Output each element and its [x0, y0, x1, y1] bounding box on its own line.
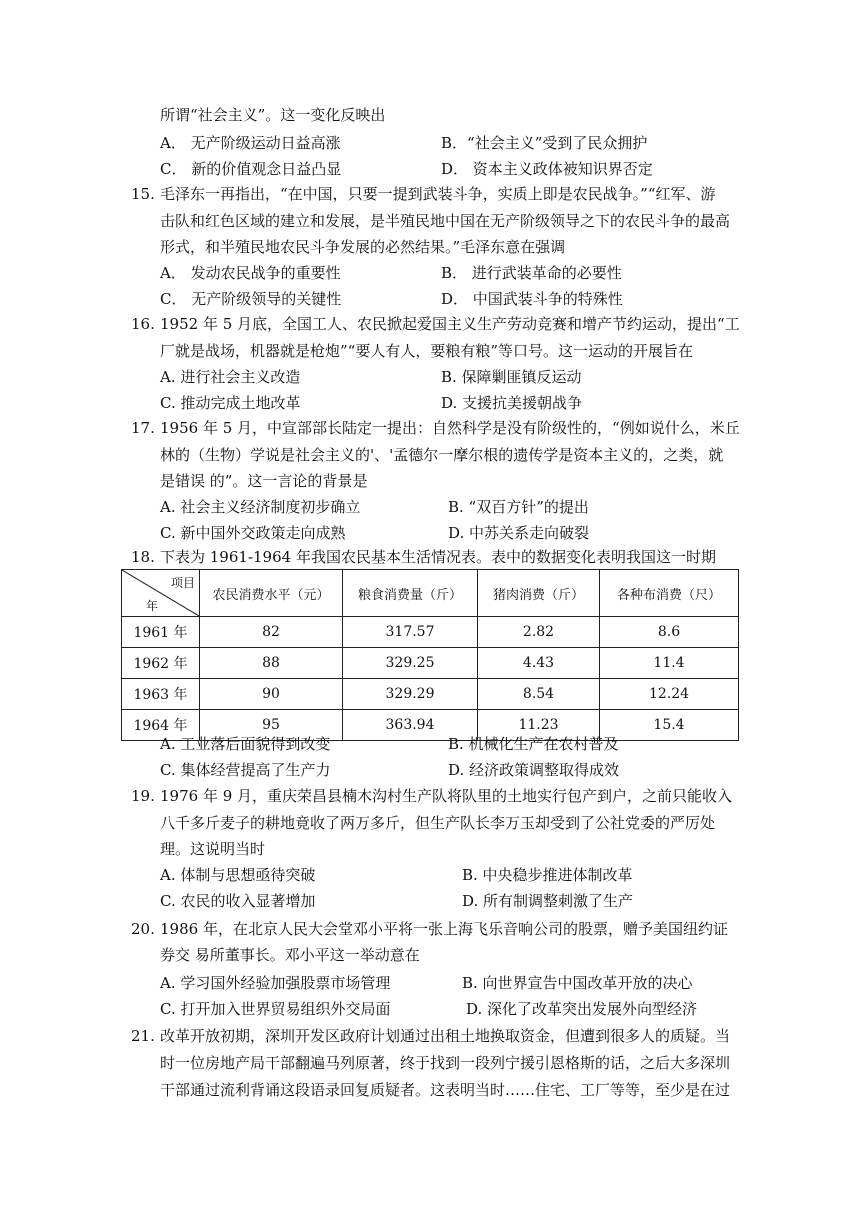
- table-row: [122, 648, 739, 679]
- corner-year-label: 年: [146, 599, 159, 613]
- q15-stem-line: 形式，和半殖民地农民斗争发展的必然结果。”毛泽东意在强调: [160, 238, 566, 256]
- q16-option-b[interactable]: B. 保障剿匪镇反运动: [441, 368, 582, 386]
- table-cell: 15.4: [600, 710, 739, 741]
- q19-stem-line: 八千多斤麦子的耕地竟收了两万多斤，但生产队长李万玉却受到了公社党委的严厉处: [160, 814, 716, 832]
- q20-option-d[interactable]: D. 深化了改革突出发展外向型经济: [466, 1000, 698, 1018]
- q16-number: 16.: [131, 315, 155, 333]
- q16-stem-line: 1952 年 5 月底，全国工人、农民掀起爱国主义生产劳动竞赛和增产节约运动，提出“工: [160, 315, 740, 333]
- table-cell: 2.82: [478, 617, 600, 648]
- table-cell: 8.54: [478, 679, 600, 710]
- q18-option-b[interactable]: B. 机械化生产在农村普及: [448, 735, 619, 753]
- q15-number: 15.: [131, 185, 155, 203]
- q19-option-d[interactable]: D. 所有制调整刺激了生产: [462, 892, 634, 910]
- column-header: 各种布消费（尺）: [600, 570, 739, 617]
- q19-option-a[interactable]: A. 体制与思想亟待突破: [160, 866, 316, 884]
- corner-item-label: 项目: [170, 576, 195, 590]
- table-cell: 90: [200, 679, 343, 710]
- q18-stem-line: 下表为 1961-1964 年我国农民基本生活情况表。表中的数据变化表明我国这一时期: [160, 548, 716, 566]
- table-cell: 82: [200, 617, 343, 648]
- q19-option-b[interactable]: B. 中央稳步推进体制改革: [462, 866, 633, 884]
- q16-option-c[interactable]: C. 推动完成土地改革: [160, 394, 301, 412]
- q18-option-d[interactable]: D. 经济政策调整取得成效: [448, 761, 620, 779]
- table-cell: 88: [200, 648, 343, 679]
- table-header-row: [122, 570, 739, 617]
- row-year: 1963 年: [122, 679, 200, 710]
- row-year: 1962 年: [122, 648, 200, 679]
- q15-stem-line: 毛泽东一再指出，“在中国，只要一提到武装斗争，实质上即是农民战争。”“红军、游: [160, 185, 716, 203]
- q18-option-c[interactable]: C. 集体经营提高了生产力: [160, 761, 331, 779]
- column-header: 农民消费水平（元）: [200, 570, 343, 617]
- table-cell: 11.4: [600, 648, 739, 679]
- q15-option-a[interactable]: A． 发动农民战争的重要性: [160, 264, 341, 282]
- q21-stem-line: 干部通过流利背诵这段语录回复质疑者。这表明当时……住宅、工厂等等，至少是在过: [160, 1081, 731, 1099]
- q15-stem-line: 击队和红色区域的建立和发展，是半殖民地中国在无产阶级领导之下的农民斗争的最高: [160, 212, 731, 230]
- table-cell: 4.43: [478, 648, 600, 679]
- q17-stem-line: 林的（生物）学说是社会主义的'、'孟德尔一摩尔根的遗传学是资本主义的，之类，就: [160, 446, 724, 464]
- q17-option-b[interactable]: B. “双百方针”的提出: [448, 498, 589, 516]
- table-cell: 329.25: [343, 648, 478, 679]
- table-cell: 95: [200, 710, 343, 741]
- q14-option-c[interactable]: C． 新的价值观念日益凸显: [160, 160, 342, 178]
- q15-option-c[interactable]: C． 无产阶级领导的关键性: [160, 290, 342, 308]
- q19-number: 19.: [131, 787, 155, 805]
- q14-option-d[interactable]: D． 资本主义政体被知识界否定: [441, 160, 653, 178]
- column-header: 猪肉消费（斤）: [478, 570, 600, 617]
- table-cell: 11.23: [478, 710, 600, 741]
- q17-stem-line: 是错误 的”。这一言论的背景是: [160, 472, 368, 490]
- q17-option-d[interactable]: D. 中苏关系走向破裂: [448, 524, 590, 542]
- q19-option-c[interactable]: C. 农民的收入显著增加: [160, 892, 316, 910]
- q15-option-d[interactable]: D． 中国武装斗争的特殊性: [441, 290, 623, 308]
- q17-option-c[interactable]: C. 新中国外交政策走向成熟: [160, 524, 346, 542]
- q21-stem-line: 时一位房地产局干部翻遍马列原著，终于找到一段列宁援引恩格斯的话，之后大多深圳: [160, 1054, 731, 1072]
- q17-stem-line: 1956 年 5 月，中宣部部长陆定一提出：自然科学是没有阶级性的，“例如说什么，米丘: [160, 419, 740, 437]
- table-cell: 329.29: [343, 679, 478, 710]
- q17-option-a[interactable]: A. 社会主义经济制度初步确立: [160, 498, 361, 516]
- consumption-table: [121, 569, 739, 741]
- q16-stem-line: 厂就是战场，机器就是枪炮”“要人有人，要粮有粮”等口号。这一运动的开展旨在: [160, 342, 694, 360]
- q19-stem-line: 理。这说明当时: [160, 840, 266, 858]
- q20-option-c[interactable]: C. 打开加入世界贸易组织外交局面: [160, 1000, 391, 1018]
- q14-stem-line: 所谓“社会主义”。这一变化反映出: [160, 106, 386, 124]
- q21-stem-line: 改革开放初期，深圳开发区政府计划通过出租土地换取资金，但遭到很多人的质疑。当: [160, 1027, 731, 1045]
- q20-stem-line: 券交 易所董事长。邓小平这一举动意在: [160, 946, 420, 964]
- q17-number: 17.: [131, 419, 155, 437]
- q15-option-b[interactable]: B． 进行武装革命的必要性: [441, 264, 622, 282]
- row-year: 1961 年: [122, 617, 200, 648]
- table-cell: 8.6: [600, 617, 739, 648]
- q18-option-a[interactable]: A. 工业落后面貌得到改变: [160, 735, 331, 753]
- q19-stem-line: 1976 年 9 月，重庆荣昌县楠木沟村生产队将队里的土地实行包产到户，之前只能收入: [160, 787, 733, 805]
- q20-number: 20.: [131, 920, 155, 938]
- column-header: 粮食消费量（斤）: [343, 570, 478, 617]
- q14-option-a[interactable]: A． 无产阶级运动日益高涨: [160, 134, 341, 152]
- q20-stem-line: 1986 年，在北京人民大会堂邓小平将一张上海飞乐音响公司的股票，赠予美国纽约证: [160, 920, 728, 938]
- table-corner-cell: [122, 570, 200, 617]
- q20-option-a[interactable]: A. 学习国外经验加强股票市场管理: [160, 974, 391, 992]
- q21-number: 21.: [131, 1027, 155, 1045]
- q18-number: 18.: [131, 548, 155, 566]
- row-year: 1964 年: [122, 710, 200, 741]
- table-cell: 317.57: [343, 617, 478, 648]
- table-cell: 12.24: [600, 679, 739, 710]
- table-row: [122, 679, 739, 710]
- q16-option-d[interactable]: D. 支援抗美援朝战争: [441, 394, 583, 412]
- q14-option-b[interactable]: B．“社会主义”受到了民众拥护: [441, 134, 648, 152]
- table-row: [122, 617, 739, 648]
- q16-option-a[interactable]: A. 进行社会主义改造: [160, 368, 301, 386]
- table-cell: 363.94: [343, 710, 478, 741]
- q20-option-b[interactable]: B. 向世界宣告中国改革开放的决心: [462, 974, 693, 992]
